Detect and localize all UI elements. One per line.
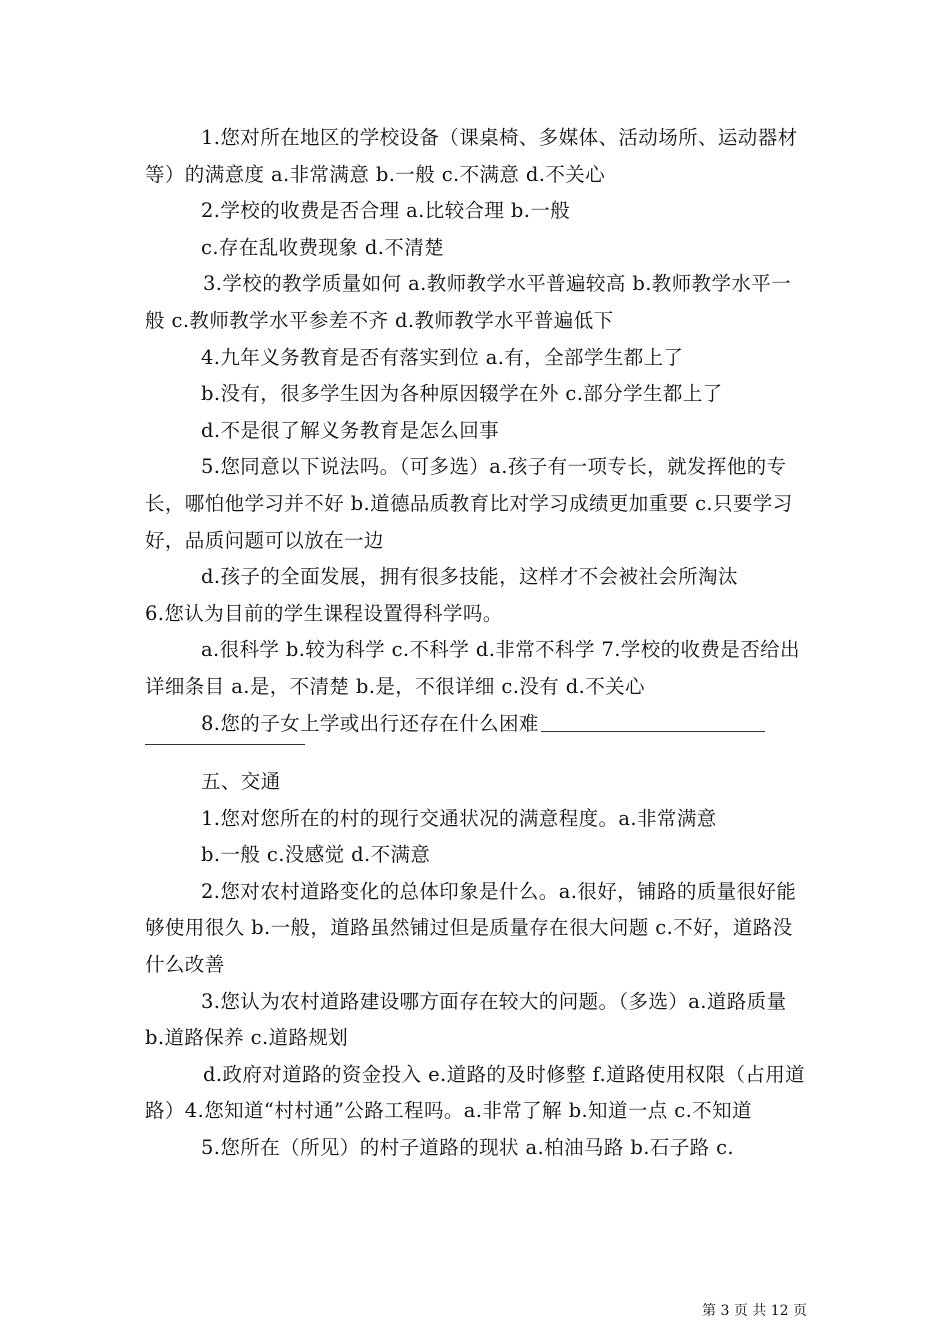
- document-body: [145, 120, 807, 1167]
- answer-blank-line-continued: [145, 742, 807, 764]
- paragraph-t2-road-impression: 2.您对农村道路变化的总体印象是什么。a.很好，铺路的质量很好能够使用很久 b.一般，道路虽然铺过但是质量存在很大问题 c.不好，道路没什么改善: [145, 879, 797, 977]
- paragraph-q1-school-facilities: 1.您对所在地区的学校设备（课桌椅、多媒体、活动场所、运动器材等）的满意度 a.非常满意 b.一般 c.不满意 d.不关心: [145, 126, 798, 186]
- section-heading-transport: 五、交通: [201, 770, 281, 794]
- paragraph-q6-q7-options: a.很科学 b.较为科学 c.不科学 d.非常不科学 7.学校的收费是否给出详细条目 a.是，不清楚 b.是，不很详细 c.没有 d.不关心: [145, 638, 800, 698]
- paragraph-t1-options: b.一般 c.没感觉 d.不满意: [201, 843, 431, 867]
- paragraph-q5-option-d: d.孩子的全面发展，拥有很多技能，这样才不会被社会所淘汰: [201, 565, 738, 589]
- answer-blank-line: [541, 730, 765, 732]
- paragraph-t5-road-status: 5.您所在（所见）的村子道路的现状 a.柏油马路 b.石子路 c.: [201, 1136, 735, 1160]
- paragraph-q4-option-b: b.没有，很多学生因为各种原因辍学在外 c.部分学生都上了: [201, 382, 723, 406]
- paragraph-q8-difficulties: [145, 706, 807, 743]
- paragraph-q3-teaching-quality: 3.学校的教学质量如何 a.教师教学水平普遍较高 b.教师教学水平一般 c.教师教学水平参差不齐 d.教师教学水平普遍低下: [145, 272, 792, 332]
- paragraph-q5-statements: 5.您同意以下说法吗。（可多选）a.孩子有一项专长，就发挥他的专长，哪怕他学习并不好 b.道德品质教育比对学习成绩更加重要 c.只要学习好，品质问题可以放在一边: [145, 455, 793, 552]
- page-number-footer: 第 3 页 共 12 页: [702, 1303, 807, 1319]
- paragraph-t1-satisfaction: 1.您对您所在的村的现行交通状况的满意程度。a.非常满意: [201, 806, 717, 830]
- paragraph-t3-t4-options: d.政府对道路的资金投入 e.道路的及时修整 f.道路使用权限（占用道路）4.您知道“村村通”公路工程吗。a.非常了解 b.知道一点 c.不知道: [145, 1062, 806, 1123]
- paragraph-t3-road-problems: 3.您认为农村道路建设哪方面存在较大的问题。（多选）a.道路质量 b.道路保养 c.道路规划: [145, 989, 787, 1050]
- paragraph-q2-options: c.存在乱收费现象 d.不清楚: [201, 235, 444, 259]
- paragraph-q6-curriculum: 6.您认为目前的学生课程设置得科学吗。: [145, 601, 503, 625]
- paragraph-q4-option-d: d.不是很了解义务教育是怎么回事: [201, 418, 500, 442]
- q8-question-text: 8.您的子女上学或出行还存在什么困难: [201, 711, 539, 735]
- paragraph-q2-fees: 2.学校的收费是否合理 a.比较合理 b.一般: [201, 199, 571, 223]
- paragraph-q4-compulsory-education: 4.九年义务教育是否有落实到位 a.有，全部学生都上了: [201, 345, 684, 369]
